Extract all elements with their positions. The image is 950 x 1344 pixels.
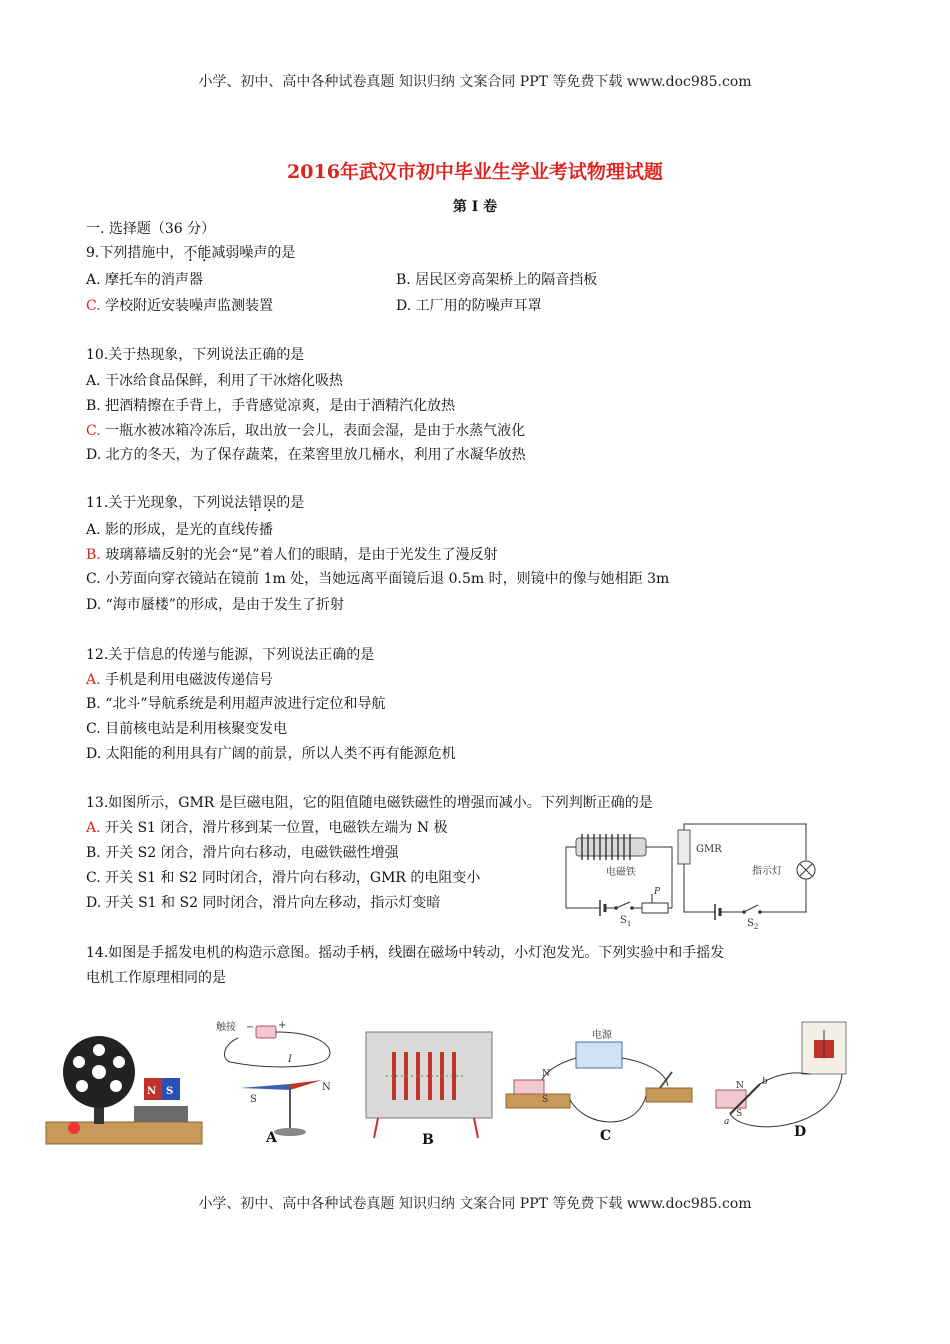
u-magnet — [514, 1080, 544, 1094]
rail-base — [506, 1094, 570, 1108]
emphasis-char: 不 — [183, 245, 198, 261]
gmr-component — [678, 830, 690, 864]
wire — [684, 864, 715, 912]
hand-generator-figure — [44, 1030, 204, 1148]
generator-wheel — [92, 1065, 106, 1079]
power-supply-label: 电源 — [592, 1030, 612, 1041]
exam-title: 2016年武汉市初中毕业生学业考试物理试题 — [287, 161, 663, 183]
switch-s2 — [744, 905, 758, 912]
question-13-stem: 13.如图所示，GMR 是巨磁电阻，它的阻值随电磁铁磁性的增强而减小。下列判断正确的是 — [86, 795, 653, 811]
section-heading: 一. 选择题（36 分） — [86, 221, 216, 237]
figure-a-label: A — [266, 1130, 277, 1146]
generator-wheel — [76, 1080, 88, 1092]
question-11-stem: 11.关于光现象，下列说法错误的是 — [86, 495, 305, 511]
question-13-option-b: B. 开关 S2 闭合，滑片向右移动，电磁铁磁性增强 — [86, 845, 399, 861]
plus-label: + — [278, 1020, 287, 1031]
c-n-label: N — [542, 1069, 550, 1079]
page-header: 小学、初中、高中各种试卷真题 知识归纳 文案合同 PPT 等免费下载 www.doc985.com — [198, 74, 752, 90]
experiment-a-figure — [210, 1018, 350, 1146]
answer-letter: B. — [86, 547, 101, 563]
figure-c-label: C — [600, 1128, 612, 1144]
emphasis-char: 错 — [248, 495, 263, 511]
battery — [256, 1026, 276, 1038]
answer-letter: A. — [86, 820, 101, 836]
compass-base — [274, 1128, 306, 1136]
question-10-option-c: C. 一瓶水被冰箱冷冻后，取出放一会儿，表面会湿，是由于水蒸气液化 — [86, 423, 526, 439]
page-footer: 小学、初中、高中各种试卷真题 知识归纳 文案合同 PPT 等免费下载 www.doc985.com — [198, 1196, 752, 1212]
experiment-d-figure — [706, 1018, 856, 1146]
question-9-option-a: A. 摩托车的消声器 — [86, 272, 204, 288]
slider-p-label: P — [654, 887, 661, 897]
u-magnet — [716, 1090, 746, 1108]
question-12-option-c: C. 目前核电站是利用核聚变发电 — [86, 721, 288, 737]
wire — [760, 879, 806, 912]
d-a-label: a — [724, 1117, 730, 1127]
switch-s1 — [616, 902, 630, 908]
rheostat — [642, 903, 668, 913]
d-b-label: b — [762, 1077, 768, 1087]
question-12-stem: 12.关于信息的传递与能源，下列说法正确的是 — [86, 647, 375, 663]
volume-label: 第 I 卷 — [452, 199, 498, 215]
magnet-n-label: N — [147, 1086, 157, 1097]
question-9-stem: 9.下列措施中，不能减弱噪声的是 — [86, 245, 296, 261]
question-12-option-a: A. 手机是利用电磁波传递信号 — [86, 672, 274, 688]
question-13-option-d: D. 开关 S1 和 S2 同时闭合，滑片向左移动，指示灯变暗 — [86, 895, 441, 911]
question-13-option-c: C. 开关 S1 和 S2 同时闭合，滑片向右移动，GMR 的电阻变小 — [86, 870, 481, 886]
question-9-option-c: C. 学校附近安装噪声监测装置 — [86, 298, 274, 314]
question-14-stem-line-2: 电机工作原理相同的是 — [86, 970, 226, 986]
figure-d-label: D — [794, 1124, 807, 1140]
question-11-option-b: B. 玻璃幕墙反射的光会“晃”着人们的眼睛，是由于光发生了漫反射 — [86, 547, 498, 563]
lead-wire — [374, 1118, 378, 1138]
lead-wire — [474, 1118, 478, 1138]
generator-wheel — [73, 1056, 85, 1068]
question-10-option-b: B. 把酒精擦在手背上，手背感觉凉爽，是由于酒精汽化放热 — [86, 398, 456, 414]
s1-label: $S_1$ — [620, 915, 632, 928]
s2-label: $S_2$ — [747, 918, 759, 930]
current-label: I — [288, 1054, 292, 1065]
wire — [646, 847, 672, 908]
question-10-stem: 10.关于热现象，下列说法正确的是 — [86, 347, 305, 363]
d-n-label: N — [736, 1081, 744, 1091]
electromagnet-label: 电磁铁 — [606, 867, 636, 878]
touch-label: 触接 — [216, 1022, 236, 1033]
c-s-label: S — [542, 1095, 549, 1105]
question-12-option-d: D. 太阳能的利用具有广阔的前景，所以人类不再有能源危机 — [86, 746, 456, 762]
compass-s-label: S — [250, 1094, 257, 1105]
question-9-option-b: B. 居民区旁高架桥上的隔音挡板 — [396, 272, 598, 288]
compass-n-label: N — [322, 1082, 331, 1093]
question-9-option-d: D. 工厂用的防噪声耳罩 — [396, 298, 542, 314]
lamp-label: 指示灯 — [752, 866, 782, 877]
answer-letter: C. — [86, 423, 101, 439]
gmr-label: GMR — [696, 844, 722, 855]
question-10-option-d: D. 北方的冬天，为了保存蔬菜，在菜窖里放几桶水，利用了水凝华放热 — [86, 447, 526, 463]
emphasis-char: 能 — [197, 245, 212, 261]
question-11-option-c: C. 小芳面向穿衣镜站在镜前 1m 处，当她远离平面镜后退 0.5m 时，则镜中的像与她相距 3m — [86, 571, 670, 587]
d-s-label: S — [736, 1109, 743, 1119]
answer-letter: A. — [86, 672, 101, 688]
compass-needle — [240, 1084, 290, 1090]
experiment-c-figure — [496, 1028, 706, 1146]
figure-b-label: B — [422, 1132, 434, 1148]
wire — [730, 1073, 842, 1127]
power-supply — [576, 1042, 622, 1068]
generator-wheel — [113, 1056, 125, 1068]
question-12-option-b: B. “北斗”导航系统是利用超声波进行定位和导航 — [86, 696, 386, 712]
electromagnet-core — [576, 838, 646, 856]
current-wire — [224, 1032, 330, 1067]
question-11-option-a: A. 影的形成，是光的直线传播 — [86, 522, 274, 538]
minus-label: − — [246, 1022, 255, 1033]
question-13-option-a: A. 开关 S1 闭合，滑片移到某一位置，电磁铁左端为 N 极 — [86, 820, 448, 836]
generator-wheel — [110, 1080, 122, 1092]
question-14-stem-line-1: 14.如图是手摇发电机的构造示意图。摇动手柄，线圈在磁场中转动，小灯泡发光。下列实验中和手摇发 — [86, 945, 725, 961]
generator-wheel — [93, 1044, 105, 1056]
generator-coil — [134, 1106, 188, 1122]
answer-letter: C. — [86, 298, 101, 314]
emphasis-char: 误 — [262, 495, 277, 511]
question-10-option-a: A. 干冰给食品保鲜，利用了干冰熔化吸热 — [86, 373, 344, 389]
compass-needle — [290, 1080, 322, 1090]
experiment-b-figure — [364, 1030, 494, 1148]
question-11-option-d: D. “海市蜃楼”的形成，是由于发生了折射 — [86, 597, 344, 613]
generator-bulb — [68, 1122, 80, 1134]
gmr-circuit-figure — [560, 820, 820, 930]
magnet-s-label: S — [166, 1086, 174, 1097]
switch-base — [646, 1088, 692, 1102]
